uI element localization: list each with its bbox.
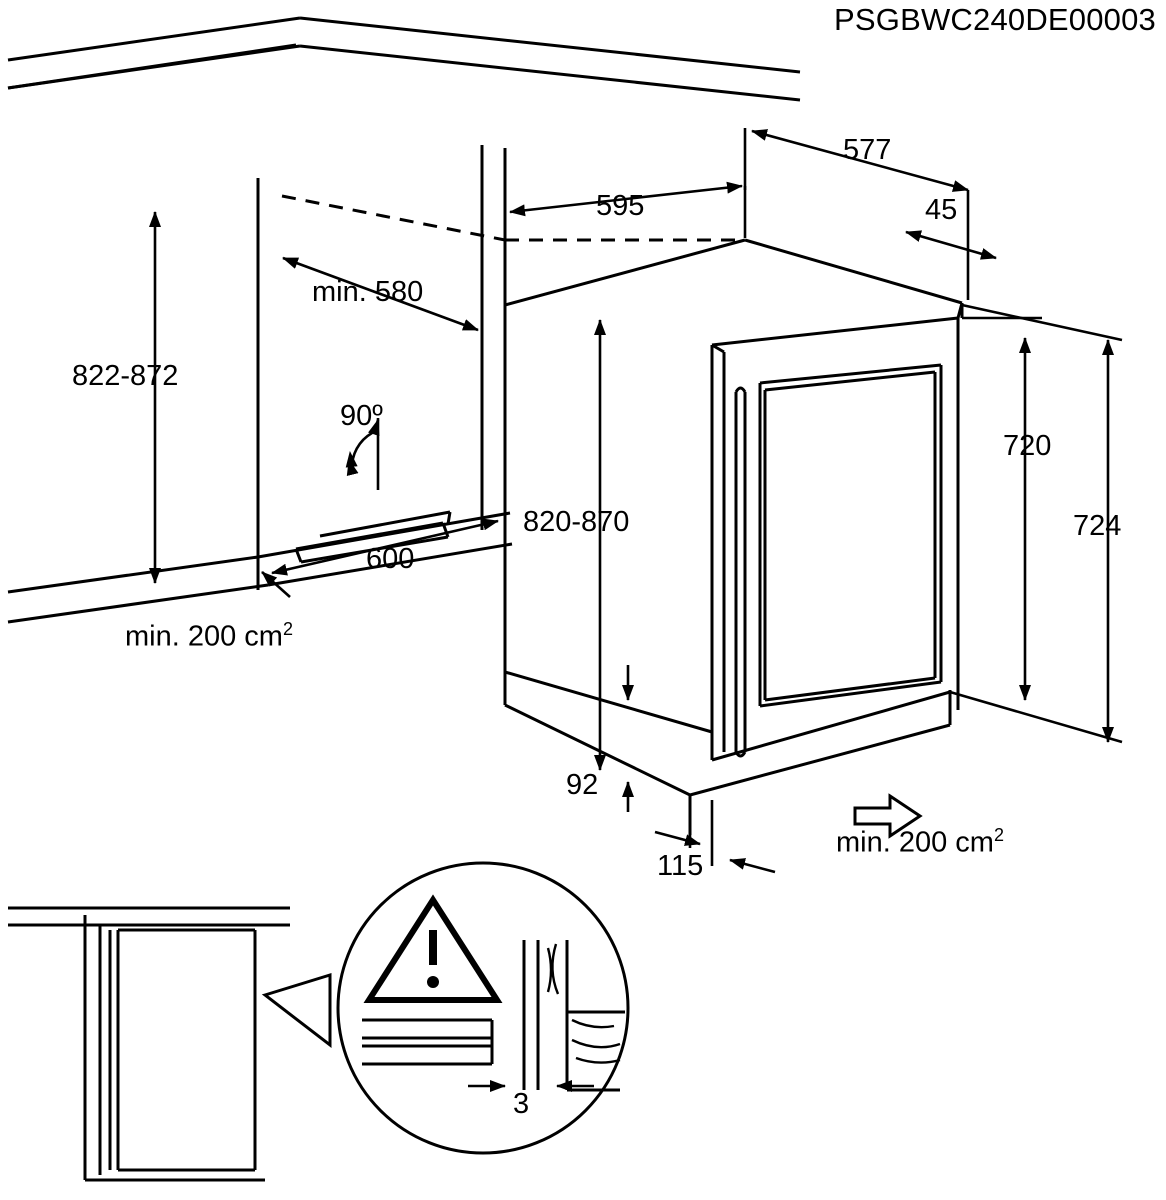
label-vent-top-text: min. 200 cm (125, 620, 283, 653)
label-door-open-angle: 90º (340, 400, 383, 432)
label-side-height: 724 (1073, 510, 1122, 542)
label-appliance-depth: 595 (596, 190, 645, 222)
label-appliance-height: 820-870 (523, 506, 630, 538)
label-vent-top (125, 620, 293, 652)
label-foot-depth: 115 (657, 850, 704, 882)
label-vent-top-sup: 2 (282, 619, 293, 639)
label-vent-bottom-sup: 2 (993, 825, 1004, 845)
cabinet-outline (8, 0, 962, 835)
label-door-height: 720 (1003, 430, 1052, 462)
label-plinth-height: 92 (566, 769, 599, 801)
label-handle-offset: 45 (925, 194, 958, 226)
detail-callout (265, 863, 628, 1153)
label-niche-height: 822-872 (72, 360, 179, 392)
label-vent-bottom-text: min. 200 cm (836, 826, 994, 859)
label-niche-depth-min: min. 580 (312, 276, 424, 308)
label-vent-bottom (836, 826, 1004, 858)
label-depth-with-door: 577 (843, 134, 892, 166)
label-detail-gap: 3 (513, 1088, 530, 1120)
document-code: PSGBWC240DE00003 (834, 2, 1156, 37)
front-view-detail (8, 908, 290, 1180)
label-niche-width: 600 (366, 543, 415, 575)
